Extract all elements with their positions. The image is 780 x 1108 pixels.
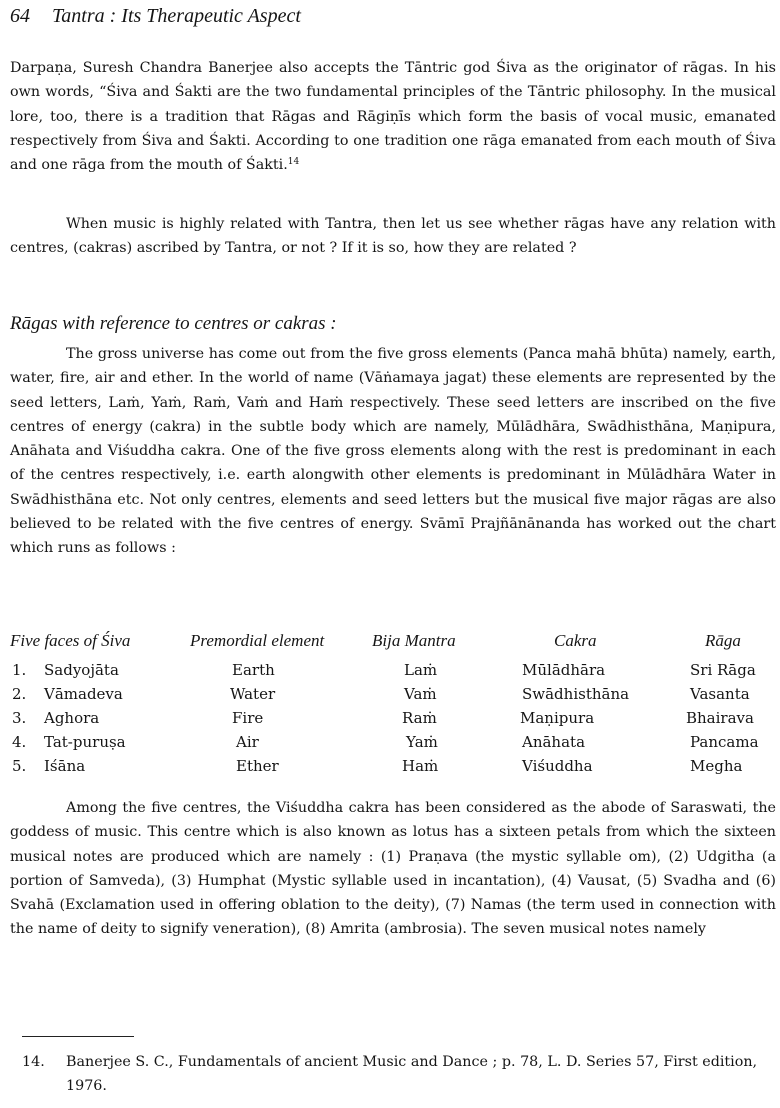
element: Earth — [232, 661, 275, 679]
chart-row — [10, 658, 776, 682]
chart-row — [10, 730, 776, 754]
cakra: Mūlādhāra — [522, 661, 606, 679]
chart-row — [10, 754, 776, 778]
bija-mantra: Laṁ — [404, 661, 438, 679]
raga: Vasanta — [690, 685, 750, 703]
paragraph-gross-universe: The gross universe has come out from the five gross elements (Panca mahā bhūta) namely, earth, water, fire, air and ether. In the world of name (Vāṅamaya jagat) these elements are represented by the seed letters, Laṁ, Yaṁ, Raṁ, Vaṁ and Haṁ respectively. These seed letters are inscribed on the five centres of energy (cakra) in the subtle body which are namely, Mūlādhāra, Swādhisthāna, Maṇipura, Anāhata and Viśuddha cakra. One of the five gross elements along with the rest is predominant in each of the centres respectively, i.e. earth alongwith other elements is predominant in Mūlādhāra Water in Swādhisthāna etc. Not only centres, elements and seed letters but the musical five major rāgas are also believed to be related with the five centres of energy. Svāmī Prajñānānanda has worked out the chart which runs as follows : — [10, 346, 776, 557]
bija-mantra: Haṁ — [402, 757, 439, 775]
element: Water — [230, 685, 276, 703]
footnote-divider — [22, 1036, 134, 1037]
cakra: Anāhata — [522, 733, 586, 751]
chart-header-cakra: Cakra — [554, 631, 597, 650]
face-of-siva: Vāmadeva — [44, 685, 123, 703]
element: Ether — [236, 757, 279, 775]
face-of-siva: Tat-puruṣa — [44, 733, 126, 751]
cakra: Viśuddha — [522, 757, 593, 775]
row-number: 5. — [12, 757, 27, 775]
running-head — [10, 4, 770, 28]
chart-header-bija: Bija Mantra — [372, 631, 456, 650]
row-number: 4. — [12, 733, 27, 751]
chart-header-faces: Five faces of Śiva — [10, 631, 131, 650]
bija-mantra: Raṁ — [402, 709, 437, 727]
cakra: Maṇipura — [520, 709, 595, 727]
running-head-title: Tantra : Its Therapeutic Aspect — [52, 5, 301, 27]
raga: Sri Rāga — [690, 661, 756, 679]
bija-mantra: Vaṁ — [404, 685, 437, 703]
element: Fire — [232, 709, 264, 727]
footnote-reference[interactable]: 14 — [287, 157, 300, 168]
row-number: 2. — [12, 685, 27, 703]
page-number: 64 — [10, 5, 30, 27]
section-heading: Rāgas with reference to centres or cakras : — [10, 313, 337, 334]
chart-row — [10, 706, 776, 730]
raga: Bhairava — [686, 709, 754, 727]
cakra: Swādhisthāna — [522, 685, 630, 703]
footnote-number: 14. — [22, 1054, 45, 1070]
row-number: 1. — [12, 661, 27, 679]
element: Air — [236, 733, 259, 751]
paragraph-visuddha: Among the five centres, the Viśuddha cakra has been considered as the abode of Saraswati, the goddess of music. This centre which is also known as lotus has a sixteen petals from which the sixteen musical notes are produced which are namely : (1) Praṇava (the mystic syllable om), (2) Udgitha (a portion of Samveda), (3) Humphat (Mystic syllable used in incantation), (4) Vausat, (5) Svadha and (6) Svahā (Exclamation used in offering oblation to the deity), (7) Namas (the term used in connection with the name of deity to signify veneration), (8) Amrita (ambrosia). The seven musical notes namely — [10, 800, 776, 938]
footnote — [22, 1050, 776, 1099]
bija-mantra: Yaṁ — [406, 733, 438, 751]
chart-header-element: Premordial element — [190, 631, 325, 650]
chart-header-raga: Rāga — [705, 631, 741, 650]
raga: Megha — [690, 757, 743, 775]
face-of-siva: Aghora — [44, 709, 100, 727]
paragraph-music-tantra: When music is highly related with Tantra, then let us see whether rāgas have any relation with centres, (cakras) ascribed by Tantra, or not ? If it is so, how they are related ? — [10, 216, 776, 257]
paragraph-darpana — [10, 56, 776, 177]
raga: Pancama — [690, 733, 759, 751]
footnote-text: Banerjee S. C., Fundamentals of ancient Music and Dance ; p. 78, L. D. Series 57, First edition, 1976. — [66, 1054, 758, 1095]
chart-row — [10, 682, 776, 706]
face-of-siva: Iśāna — [44, 757, 86, 775]
row-number: 3. — [12, 709, 27, 727]
paragraph-text: Darpaṇa, Suresh Chandra Banerjee also accepts the Tāntric god Śiva as the originator of rāgas. In his own words, “Śiva and Śakti are the two fundamental principles of the Tāntric philosophy. In the musical lore, too, there is a tradition that Rāgas and Rāgiṇīs which form the basis of vocal music, emanated respectively from Śiva and Śakti. According to one tradition one rāga emanated from each mouth of Śiva and one rāga from the mouth of Śakti. — [10, 60, 776, 174]
face-of-siva: Sadyojāta — [44, 661, 119, 679]
